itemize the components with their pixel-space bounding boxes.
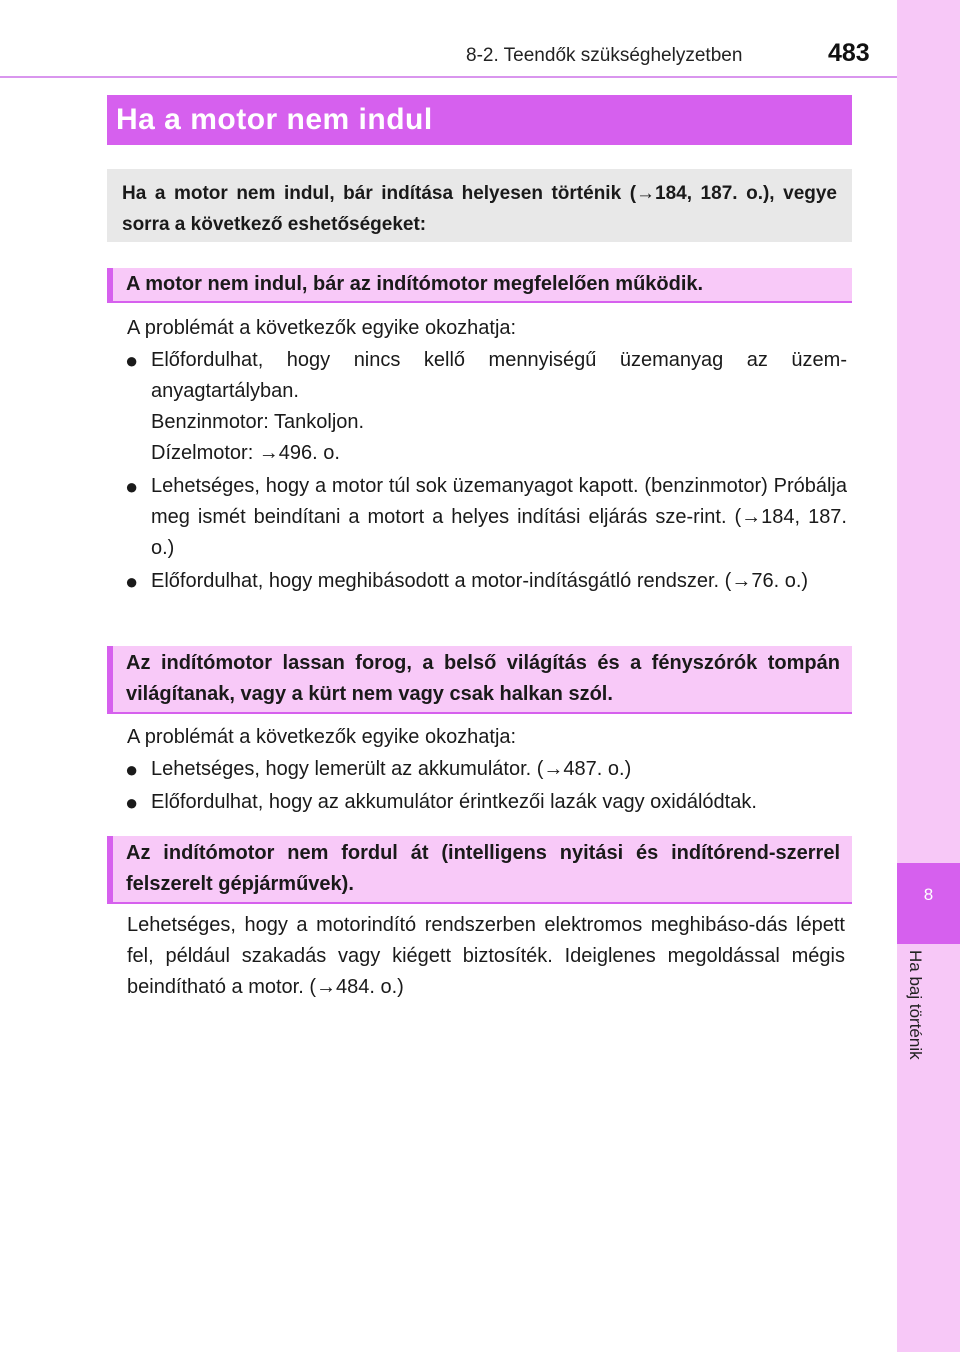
bullet-icon: ● [125, 757, 139, 782]
section-heading-text: A motor nem indul, bár az indítómotor megfelelően működik. [126, 273, 704, 295]
section-heading-text: Az indítómotor nem fordul át (intelligens nyitási és indítórend-szerrel felszerelt gépjárművek). [126, 842, 840, 895]
section-heading-1 [107, 268, 852, 303]
section-lead: A problémát a következők egyike okozhatja: [127, 726, 517, 748]
chapter-number: 8 [923, 885, 934, 904]
chapter-title: Ha baj történik [906, 950, 925, 1060]
list-item-text: Előfordulhat, hogy nincs kellő mennyiségű üzemanyag az üzem-anyagtartályban. [151, 349, 847, 402]
page-title: Ha a motor nem indul [107, 95, 852, 145]
bullet-icon: ● [125, 790, 139, 815]
list-item [125, 471, 847, 564]
bullet-icon: ● [125, 348, 139, 373]
list-item-text: Lehetséges, hogy a motor túl sok üzemanyagot kapott. (benzinmotor) Próbálja meg ismét beindítani a motort a helyes indítási eljárás sze-rint. (→184, 187. o.) [151, 475, 847, 559]
section-body: Lehetséges, hogy a motorindító rendszerben elektromos meghibáso-dás lépett fel, például szakadás vagy kiégett biztosíték. Ideiglenes megoldással mégis beindítható a motor. (→484. o.) [127, 914, 845, 998]
list-item-text: Előfordulhat, hogy az akkumulátor érintkezői lazák vagy oxidálódtak. [151, 791, 757, 813]
page-number: 483 [828, 39, 870, 67]
intro-text: Ha a motor nem indul, bár indítása helyesen történik (→184, 187. o.), vegye sorra a következő eshetőségeket: [122, 183, 837, 235]
section-lead: A problémát a következők egyike okozhatja: [127, 317, 517, 339]
bullet-icon: ● [125, 569, 139, 594]
list-item-subline: Dízelmotor: →496. o. [151, 442, 340, 464]
chapter-side-strip [897, 0, 960, 1352]
list-item-subline: Benzinmotor: Tankoljon. [151, 411, 365, 433]
list-item [125, 345, 847, 469]
bullet-icon: ● [125, 474, 139, 499]
section-heading-2 [107, 646, 852, 714]
list-item [125, 787, 847, 818]
intro-box [107, 169, 852, 242]
section-heading-3 [107, 836, 852, 904]
header-rule [0, 76, 897, 78]
list-item-text: Lehetséges, hogy lemerült az akkumulátor. (→487. o.) [151, 758, 632, 780]
running-head: 8-2. Teendők szükséghelyzetben [466, 45, 743, 66]
list-item [125, 566, 847, 597]
section-heading-text: Az indítómotor lassan forog, a belső világítás és a fényszórók tompán világítanak, vagy a kürt nem vagy csak halkan szól. [126, 652, 840, 705]
list-item [125, 754, 847, 785]
list-item-text: Előfordulhat, hogy meghibásodott a motor-indításgátló rendszer. (→76. o.) [151, 570, 809, 592]
